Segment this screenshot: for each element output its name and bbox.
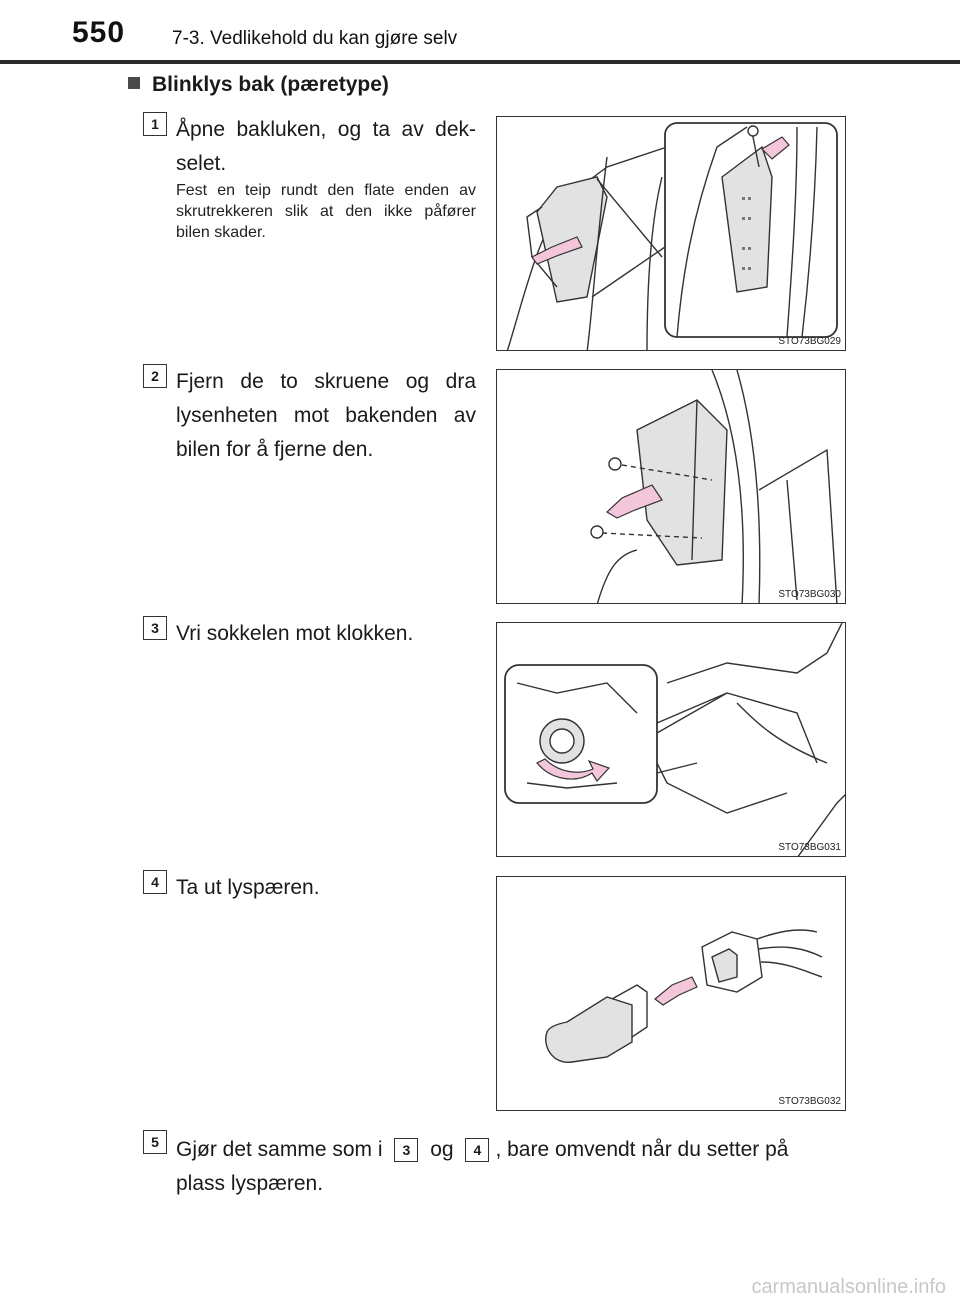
step-5-badge: 5 [143,1130,167,1154]
step-1-note: Fest en teip rundt den flate enden av skrutrekkeren slik at den ikke påfører bilen skader. [176,182,476,241]
step-5-text [176,1133,876,1167]
chapter-title: 7-3. Vedlikehold du kan gjøre selv [172,28,458,49]
bulb-removal-illustration [497,877,846,1111]
step-3-badge: 3 [143,616,167,640]
section-bullet-icon [128,77,140,89]
figure-step-2 [496,369,846,604]
step-1-badge: 1 [143,112,167,136]
figure-step-1 [496,116,846,351]
header-rule [0,60,960,64]
figure-step-3 [496,622,846,857]
step-1-text: Åpne bakluken, og ta av dek-selet. [176,118,476,175]
tail-lamp-cover-illustration [497,117,846,351]
step-4-text: Ta ut lyspæren. [176,876,320,899]
step-2-text: Fjern de to skruene og dra lysenheten mot bakenden av bilen for å fjerne den. [176,370,476,461]
figure-code: STO73BG032 [778,1096,841,1107]
step-3-text: Vri sokkelen mot klokken. [176,622,414,645]
step-5-text-part1: Gjør det samme som i [176,1138,383,1161]
step-5-text-line2: plass lyspæren. [176,1172,324,1195]
step-5-text-part3: , bare omvendt når du setter på [495,1138,789,1161]
step-2-badge: 2 [143,364,167,388]
section-title-text: Blinklys bak (pæretype) [152,73,389,96]
watermark: carmanualsonline.info [751,1276,946,1298]
figure-code: STO73BG029 [778,336,841,347]
lamp-removal-illustration [497,370,846,604]
step-4-badge: 4 [143,870,167,894]
socket-twist-illustration [497,623,846,857]
figure-code: STO73BG031 [778,842,841,853]
figure-code: STO73BG030 [778,589,841,600]
section-title [128,73,389,97]
step-5-text-part2: og [430,1138,454,1161]
step-ref-4: 4 [465,1138,489,1162]
step-ref-3: 3 [394,1138,418,1162]
page-number: 550 [72,16,126,49]
figure-step-4 [496,876,846,1111]
